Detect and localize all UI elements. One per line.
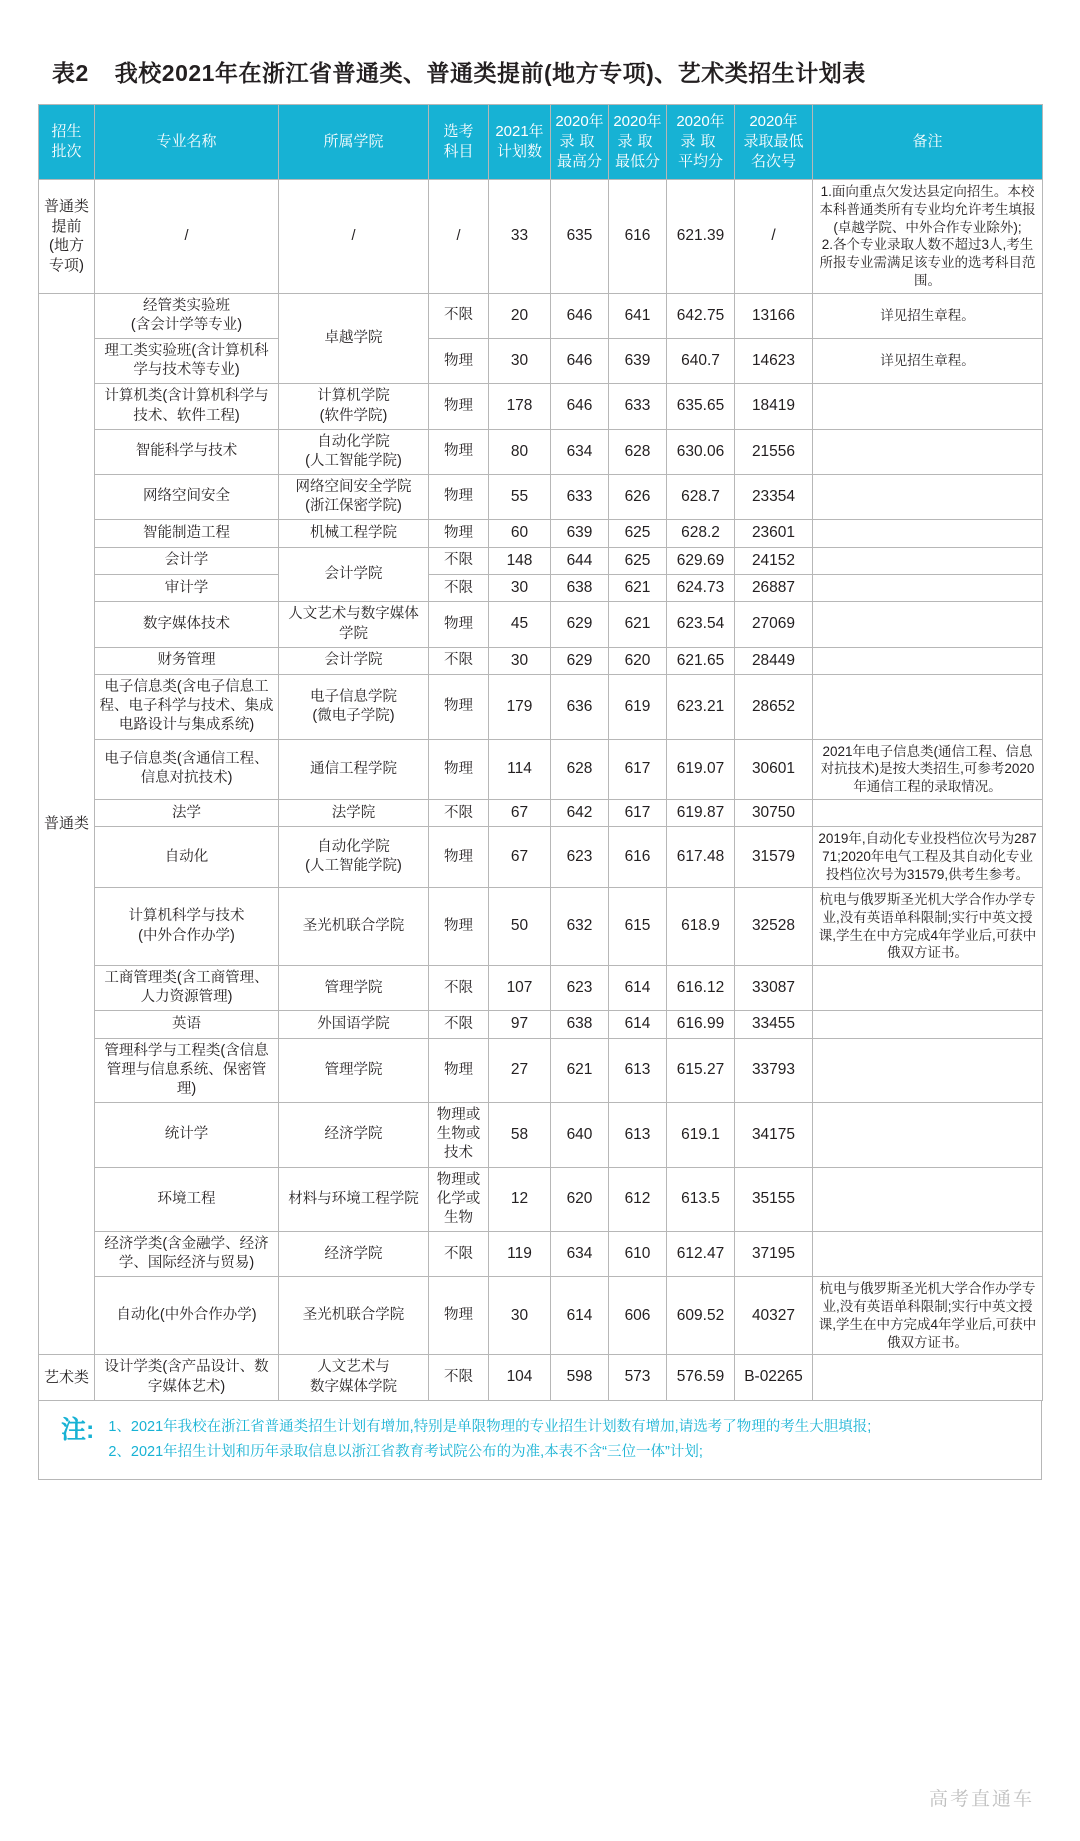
college-cell: 电子信息学院 (微电子学院) xyxy=(279,675,429,739)
table-row xyxy=(39,1355,1043,1400)
column-header-line: 2021年 xyxy=(495,123,544,141)
min-score-cell: 614 xyxy=(609,1011,667,1038)
avg-score-cell: 640.7 xyxy=(667,339,735,384)
table-row xyxy=(39,474,1043,519)
remark-cell: 1.面向重点欠发达县定向招生。本校本科普通类所有专业均允许考生填报(卓越学院、中外合作专业除外); 2.各个专业录取人数不超过3人,考生所报专业需满足该专业的选考科目范围。 xyxy=(813,180,1043,294)
avg-score-cell: 630.06 xyxy=(667,429,735,474)
rank-cell: 28652 xyxy=(735,675,813,739)
column-header-line: 最高分 xyxy=(556,152,602,170)
major-name-cell: 电子信息类(含通信工程、信息对抗技术) xyxy=(95,739,279,799)
subject-requirement-cell: 物理 xyxy=(429,827,489,887)
avg-score-cell: 576.59 xyxy=(667,1355,735,1400)
subject-requirement-cell: 物理 xyxy=(429,339,489,384)
column-header-1 xyxy=(95,105,279,180)
subject-requirement-cell: 不限 xyxy=(429,1355,489,1400)
major-name-cell: 智能制造工程 xyxy=(95,520,279,547)
plan-count-cell: 67 xyxy=(489,800,551,827)
remark-cell: 杭电与俄罗斯圣光机大学合作办学专业,没有英语单科限制;实行中英文授课,学生在中方完成4年学业后,可获中俄双方证书。 xyxy=(813,887,1043,965)
max-score-cell: 639 xyxy=(551,520,609,547)
subject-requirement-cell: 物理 xyxy=(429,1038,489,1102)
rank-cell: 33087 xyxy=(735,966,813,1011)
min-score-cell: 625 xyxy=(609,520,667,547)
remark-cell xyxy=(813,429,1043,474)
column-header-7 xyxy=(667,105,735,180)
major-name-cell: 财务管理 xyxy=(95,647,279,674)
subject-requirement-cell: 不限 xyxy=(429,547,489,574)
plan-count-cell: 50 xyxy=(489,887,551,965)
footnote-item-1: 1、2021年我校在浙江省普通类招生计划有增加,特别是单限物理的专业招生计划数有增加,请选考了物理的考生大胆填报; xyxy=(108,1418,872,1435)
admission-plan-table xyxy=(38,104,1043,1401)
max-score-cell: 629 xyxy=(551,602,609,647)
min-score-cell: 616 xyxy=(609,827,667,887)
min-score-cell: 613 xyxy=(609,1103,667,1167)
plan-count-cell: 30 xyxy=(489,1277,551,1355)
max-score-cell: 636 xyxy=(551,675,609,739)
avg-score-cell: 619.87 xyxy=(667,800,735,827)
max-score-cell: 614 xyxy=(551,1277,609,1355)
rank-cell: 33455 xyxy=(735,1011,813,1038)
major-name-cell: 管理科学与工程类(含信息管理与信息系统、保密管理) xyxy=(95,1038,279,1102)
remark-cell xyxy=(813,1103,1043,1167)
college-cell: 机械工程学院 xyxy=(279,520,429,547)
plan-count-cell: 30 xyxy=(489,647,551,674)
max-score-cell: 642 xyxy=(551,800,609,827)
college-cell: 管理学院 xyxy=(279,966,429,1011)
college-cell: 卓越学院 xyxy=(279,293,429,384)
min-score-cell: 573 xyxy=(609,1355,667,1400)
college-cell: 人文艺术与数字媒体学院 xyxy=(279,602,429,647)
college-cell: 会计学院 xyxy=(279,647,429,674)
college-cell: / xyxy=(279,180,429,294)
table-row xyxy=(39,1231,1043,1276)
column-header-line: 批次 xyxy=(51,143,82,160)
max-score-cell: 632 xyxy=(551,887,609,965)
major-name-cell: 环境工程 xyxy=(95,1167,279,1231)
min-score-cell: 628 xyxy=(609,429,667,474)
rank-cell: 24152 xyxy=(735,547,813,574)
footnotes xyxy=(38,1401,1042,1481)
column-header-line: 科目 xyxy=(443,143,474,160)
watermark: 高考直通车 xyxy=(928,1789,1034,1810)
rank-cell: 13166 xyxy=(735,293,813,338)
min-score-cell: 621 xyxy=(609,602,667,647)
avg-score-cell: 609.52 xyxy=(667,1277,735,1355)
batch-cell: 艺术类 xyxy=(39,1355,95,1400)
college-cell: 管理学院 xyxy=(279,1038,429,1102)
subject-requirement-cell: 不限 xyxy=(429,966,489,1011)
max-score-cell: 633 xyxy=(551,474,609,519)
rank-cell: 23601 xyxy=(735,520,813,547)
header-row xyxy=(39,105,1043,180)
subject-requirement-cell: 物理 xyxy=(429,675,489,739)
major-name-cell: 法学 xyxy=(95,800,279,827)
max-score-cell: 628 xyxy=(551,739,609,799)
table-row xyxy=(39,1277,1043,1355)
avg-score-cell: 616.99 xyxy=(667,1011,735,1038)
remark-cell xyxy=(813,575,1043,602)
major-name-cell: 设计学类(含产品设计、数字媒体艺术) xyxy=(95,1355,279,1400)
rank-cell: 32528 xyxy=(735,887,813,965)
major-name-cell: 经济学类(含金融学、经济学、国际经济与贸易) xyxy=(95,1231,279,1276)
avg-score-cell: 628.7 xyxy=(667,474,735,519)
table-row xyxy=(39,1011,1043,1038)
max-score-cell: 638 xyxy=(551,1011,609,1038)
remark-cell xyxy=(813,1231,1043,1276)
college-cell: 法学院 xyxy=(279,800,429,827)
page-title xyxy=(52,55,1042,88)
table-row xyxy=(39,647,1043,674)
remark-cell xyxy=(813,602,1043,647)
max-score-cell: 638 xyxy=(551,575,609,602)
column-header-5 xyxy=(551,105,609,180)
major-name-cell: 理工类实验班(含计算机科学与技术等专业) xyxy=(95,339,279,384)
table-row xyxy=(39,429,1043,474)
rank-cell: / xyxy=(735,180,813,294)
remark-cell xyxy=(813,800,1043,827)
max-score-cell: 640 xyxy=(551,1103,609,1167)
subject-requirement-cell: 物理或 生物或 技术 xyxy=(429,1103,489,1167)
remark-cell xyxy=(813,384,1043,429)
subject-requirement-cell: 不限 xyxy=(429,1011,489,1038)
remark-cell xyxy=(813,675,1043,739)
avg-score-cell: 628.2 xyxy=(667,520,735,547)
column-header-0 xyxy=(39,105,95,180)
rank-cell: 28449 xyxy=(735,647,813,674)
remark-cell xyxy=(813,1011,1043,1038)
table-title-text: 我校2021年在浙江省普通类、普通类提前(地方专项)、艺术类招生计划表 xyxy=(114,60,866,86)
max-score-cell: 644 xyxy=(551,547,609,574)
subject-requirement-cell: 不限 xyxy=(429,575,489,602)
table-row xyxy=(39,547,1043,574)
column-header-line: 专业名称 xyxy=(156,133,217,151)
avg-score-cell: 617.48 xyxy=(667,827,735,887)
remark-cell xyxy=(813,1038,1043,1102)
plan-count-cell: 12 xyxy=(489,1167,551,1231)
subject-requirement-cell: 物理 xyxy=(429,602,489,647)
column-header-line: 2020年 xyxy=(749,113,798,131)
plan-count-cell: 58 xyxy=(489,1103,551,1167)
major-name-cell: 智能科学与技术 xyxy=(95,429,279,474)
table-row xyxy=(39,575,1043,602)
subject-requirement-cell: 不限 xyxy=(429,1231,489,1276)
plan-count-cell: 45 xyxy=(489,602,551,647)
subject-requirement-cell: 物理 xyxy=(429,1277,489,1355)
remark-cell xyxy=(813,520,1043,547)
min-score-cell: 614 xyxy=(609,966,667,1011)
remark-cell: 2021年电子信息类(通信工程、信息对抗技术)是按大类招生,可参考2020年通信工程的录取情况。 xyxy=(813,739,1043,799)
avg-score-cell: 629.69 xyxy=(667,547,735,574)
avg-score-cell: 618.9 xyxy=(667,887,735,965)
column-header-line: 2020年 xyxy=(613,113,662,131)
table-row xyxy=(39,1167,1043,1231)
rank-cell: 40327 xyxy=(735,1277,813,1355)
max-score-cell: 646 xyxy=(551,384,609,429)
major-name-cell: 电子信息类(含电子信息工程、电子科学与技术、集成电路设计与集成系统) xyxy=(95,675,279,739)
rank-cell: 27069 xyxy=(735,602,813,647)
max-score-cell: 621 xyxy=(551,1038,609,1102)
min-score-cell: 633 xyxy=(609,384,667,429)
min-score-cell: 621 xyxy=(609,575,667,602)
avg-score-cell: 623.21 xyxy=(667,675,735,739)
plan-count-cell: 104 xyxy=(489,1355,551,1400)
rank-cell: 33793 xyxy=(735,1038,813,1102)
table-row xyxy=(39,180,1043,294)
subject-requirement-cell: 物理 xyxy=(429,429,489,474)
table-row xyxy=(39,602,1043,647)
rank-cell: 31579 xyxy=(735,827,813,887)
column-header-8 xyxy=(735,105,813,180)
table-header xyxy=(39,105,1043,180)
min-score-cell: 612 xyxy=(609,1167,667,1231)
column-header-line: 2020年 xyxy=(555,113,604,131)
column-header-line: 录取 xyxy=(617,133,658,151)
plan-count-cell: 107 xyxy=(489,966,551,1011)
column-header-6 xyxy=(609,105,667,180)
table-row xyxy=(39,800,1043,827)
rank-cell: 34175 xyxy=(735,1103,813,1167)
column-header-line: 最低分 xyxy=(614,152,660,170)
min-score-cell: 615 xyxy=(609,887,667,965)
remark-cell: 详见招生章程。 xyxy=(813,339,1043,384)
column-header-line: 平均分 xyxy=(677,152,723,170)
avg-score-cell: 635.65 xyxy=(667,384,735,429)
max-score-cell: 598 xyxy=(551,1355,609,1400)
column-header-line: 选考 xyxy=(443,123,474,141)
min-score-cell: 617 xyxy=(609,800,667,827)
batch-cell: 普通类 提前 (地方 专项) xyxy=(39,180,95,294)
table-row xyxy=(39,887,1043,965)
rank-cell: 23354 xyxy=(735,474,813,519)
remark-cell xyxy=(813,966,1043,1011)
subject-requirement-cell: 不限 xyxy=(429,800,489,827)
plan-count-cell: 148 xyxy=(489,547,551,574)
college-cell: 材料与环境工程学院 xyxy=(279,1167,429,1231)
column-header-9 xyxy=(813,105,1043,180)
subject-requirement-cell: 物理 xyxy=(429,384,489,429)
plan-count-cell: 179 xyxy=(489,675,551,739)
avg-score-cell: 612.47 xyxy=(667,1231,735,1276)
plan-count-cell: 67 xyxy=(489,827,551,887)
max-score-cell: 635 xyxy=(551,180,609,294)
min-score-cell: 610 xyxy=(609,1231,667,1276)
avg-score-cell: 619.07 xyxy=(667,739,735,799)
max-score-cell: 634 xyxy=(551,429,609,474)
rank-cell: 18419 xyxy=(735,384,813,429)
min-score-cell: 620 xyxy=(609,647,667,674)
table-row xyxy=(39,520,1043,547)
college-cell: 自动化学院 (人工智能学院) xyxy=(279,429,429,474)
column-header-2 xyxy=(279,105,429,180)
avg-score-cell: 624.73 xyxy=(667,575,735,602)
college-cell: 自动化学院 (人工智能学院) xyxy=(279,827,429,887)
table-row xyxy=(39,739,1043,799)
min-score-cell: 617 xyxy=(609,739,667,799)
remark-cell xyxy=(813,1167,1043,1231)
major-name-cell: 会计学 xyxy=(95,547,279,574)
max-score-cell: 646 xyxy=(551,339,609,384)
plan-count-cell: 30 xyxy=(489,339,551,384)
avg-score-cell: 623.54 xyxy=(667,602,735,647)
college-cell: 经济学院 xyxy=(279,1103,429,1167)
min-score-cell: 619 xyxy=(609,675,667,739)
footnotes-label: 注: xyxy=(61,1415,95,1444)
subject-requirement-cell: 物理 xyxy=(429,520,489,547)
remark-cell xyxy=(813,1355,1043,1400)
column-header-line: 招生 xyxy=(51,123,82,141)
rank-cell: B-02265 xyxy=(735,1355,813,1400)
subject-requirement-cell: 物理 xyxy=(429,887,489,965)
column-header-line: 计划数 xyxy=(496,143,542,160)
plan-count-cell: 55 xyxy=(489,474,551,519)
college-cell: 计算机学院 (软件学院) xyxy=(279,384,429,429)
max-score-cell: 623 xyxy=(551,827,609,887)
remark-cell xyxy=(813,474,1043,519)
plan-count-cell: 33 xyxy=(489,180,551,294)
rank-cell: 26887 xyxy=(735,575,813,602)
min-score-cell: 625 xyxy=(609,547,667,574)
college-cell: 经济学院 xyxy=(279,1231,429,1276)
college-cell: 会计学院 xyxy=(279,547,429,602)
table-row xyxy=(39,384,1043,429)
remark-cell: 详见招生章程。 xyxy=(813,293,1043,338)
college-cell: 外国语学院 xyxy=(279,1011,429,1038)
subject-requirement-cell: 物理 xyxy=(429,474,489,519)
min-score-cell: 639 xyxy=(609,339,667,384)
rank-cell: 35155 xyxy=(735,1167,813,1231)
max-score-cell: 629 xyxy=(551,647,609,674)
college-cell: 人文艺术与 数字媒体学院 xyxy=(279,1355,429,1400)
major-name-cell: 自动化(中外合作办学) xyxy=(95,1277,279,1355)
avg-score-cell: 621.65 xyxy=(667,647,735,674)
column-header-line: 录取 xyxy=(559,133,600,151)
avg-score-cell: 642.75 xyxy=(667,293,735,338)
major-name-cell: 统计学 xyxy=(95,1103,279,1167)
column-header-3 xyxy=(429,105,489,180)
major-name-cell: 计算机科学与技术 (中外合作办学) xyxy=(95,887,279,965)
plan-count-cell: 119 xyxy=(489,1231,551,1276)
major-name-cell: 数字媒体技术 xyxy=(95,602,279,647)
subject-requirement-cell: 物理 xyxy=(429,739,489,799)
major-name-cell: 工商管理类(含工商管理、人力资源管理) xyxy=(95,966,279,1011)
plan-count-cell: 80 xyxy=(489,429,551,474)
college-cell: 圣光机联合学院 xyxy=(279,887,429,965)
avg-score-cell: 619.1 xyxy=(667,1103,735,1167)
major-name-cell: 经管类实验班 (含会计学等专业) xyxy=(95,293,279,338)
rank-cell: 37195 xyxy=(735,1231,813,1276)
rank-cell: 30750 xyxy=(735,800,813,827)
plan-count-cell: 30 xyxy=(489,575,551,602)
plan-count-cell: 178 xyxy=(489,384,551,429)
table-body xyxy=(39,180,1043,1401)
max-score-cell: 646 xyxy=(551,293,609,338)
remark-cell: 杭电与俄罗斯圣光机大学合作办学专业,没有英语单科限制;实行中英文授课,学生在中方完成4年学业后,可获中俄双方证书。 xyxy=(813,1277,1043,1355)
major-name-cell: 英语 xyxy=(95,1011,279,1038)
college-cell: 通信工程学院 xyxy=(279,739,429,799)
footnotes-body xyxy=(108,1415,871,1466)
major-name-cell: 审计学 xyxy=(95,575,279,602)
table-row xyxy=(39,675,1043,739)
college-cell: 圣光机联合学院 xyxy=(279,1277,429,1355)
major-name-cell: 计算机类(含计算机科学与技术、软件工程) xyxy=(95,384,279,429)
column-header-line: 所属学院 xyxy=(323,133,384,151)
remark-cell xyxy=(813,647,1043,674)
plan-count-cell: 27 xyxy=(489,1038,551,1102)
batch-cell: 普通类 xyxy=(39,293,95,1355)
remark-cell xyxy=(813,547,1043,574)
table-row xyxy=(39,339,1043,384)
major-name-cell: 自动化 xyxy=(95,827,279,887)
major-name-cell: 网络空间安全 xyxy=(95,474,279,519)
plan-count-cell: 97 xyxy=(489,1011,551,1038)
table-row xyxy=(39,966,1043,1011)
rank-cell: 21556 xyxy=(735,429,813,474)
min-score-cell: 616 xyxy=(609,180,667,294)
min-score-cell: 641 xyxy=(609,293,667,338)
avg-score-cell: 621.39 xyxy=(667,180,735,294)
remark-cell: 2019年,自动化专业投档位次号为28771;2020年电气工程及其自动化专业投档位次号为31579,供考生参考。 xyxy=(813,827,1043,887)
max-score-cell: 634 xyxy=(551,1231,609,1276)
rank-cell: 30601 xyxy=(735,739,813,799)
major-name-cell: / xyxy=(95,180,279,294)
min-score-cell: 626 xyxy=(609,474,667,519)
max-score-cell: 620 xyxy=(551,1167,609,1231)
subject-requirement-cell: 物理或 化学或 生物 xyxy=(429,1167,489,1231)
column-header-line: 名次号 xyxy=(750,152,796,170)
footnote-item-2: 2、2021年招生计划和历年录取信息以浙江省教育考试院公布的为准,本表不含“三位一体”计划; xyxy=(108,1444,703,1461)
table-row xyxy=(39,1038,1043,1102)
column-header-line: 录取最低 xyxy=(743,133,804,151)
table-number: 表2 xyxy=(52,60,89,86)
subject-requirement-cell: 不限 xyxy=(429,647,489,674)
college-cell: 网络空间安全学院 (浙江保密学院) xyxy=(279,474,429,519)
plan-count-cell: 20 xyxy=(489,293,551,338)
column-header-line: 录取 xyxy=(680,133,721,151)
plan-count-cell: 60 xyxy=(489,520,551,547)
avg-score-cell: 615.27 xyxy=(667,1038,735,1102)
column-header-line: 2020年 xyxy=(676,113,725,131)
min-score-cell: 606 xyxy=(609,1277,667,1355)
avg-score-cell: 613.5 xyxy=(667,1167,735,1231)
rank-cell: 14623 xyxy=(735,339,813,384)
plan-count-cell: 114 xyxy=(489,739,551,799)
column-header-4 xyxy=(489,105,551,180)
subject-requirement-cell: 不限 xyxy=(429,293,489,338)
table-row xyxy=(39,1103,1043,1167)
avg-score-cell: 616.12 xyxy=(667,966,735,1011)
column-header-line: 备注 xyxy=(912,133,943,151)
table-row xyxy=(39,293,1043,338)
max-score-cell: 623 xyxy=(551,966,609,1011)
table-row xyxy=(39,827,1043,887)
subject-requirement-cell: / xyxy=(429,180,489,294)
min-score-cell: 613 xyxy=(609,1038,667,1102)
